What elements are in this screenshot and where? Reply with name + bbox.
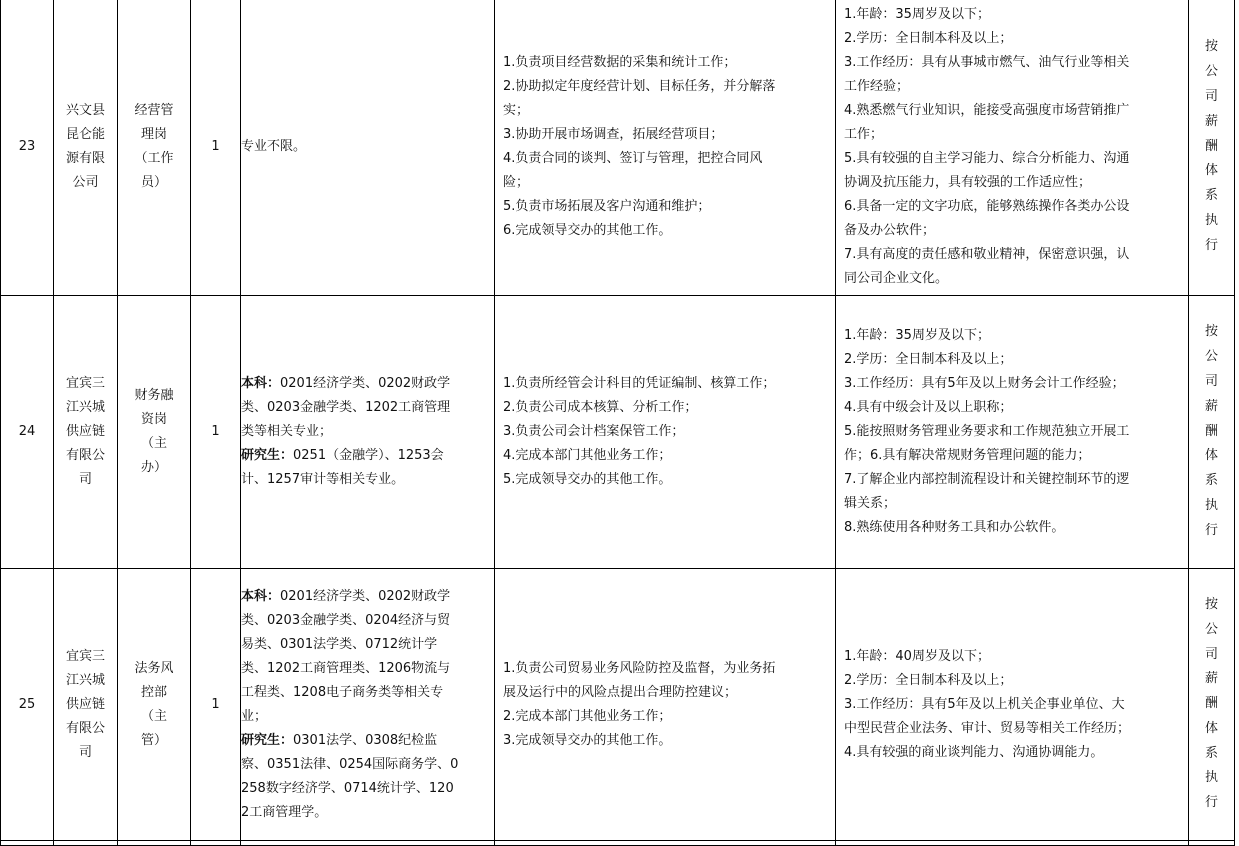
job-duties: 1.负责公司贸易业务风险防控及监督，为业务拓 展及运行中的风险点提出合理防控建议； 2.完成本部门其他业务工作； 3.完成领导交办的其他工作。 xyxy=(495,569,836,841)
post-name: 财务融 资岗 （主 办） xyxy=(118,296,191,569)
job-requirements: 1.年龄：35周岁及以下； 2.学历：全日制本科及以上； 3.工作经历：具有从事城市燃气、油气行业等相关 工作经验； 4.熟悉燃气行业知识，能接受高强度市场营销推广 工作； 5.具有较强的自主学习能力、综合分析能力、沟通 协调及抗压能力，具有较强的工作适应性； 6.具备一定的文字功底，能够熟练操作各类办公设 备及办公软件； 7.具有高度的责任感和敬业精神，保密意识强，认 同公司企业文化。 xyxy=(836,0,1189,296)
post-name: 法务风 控部 （主 管） xyxy=(118,569,191,841)
table-row xyxy=(1,569,1235,841)
major-requirement: 专业不限。 xyxy=(241,0,495,296)
company-name: 宜宾三 江兴城 供应链 有限公 司 xyxy=(54,296,118,569)
row-number: 24 xyxy=(1,296,54,569)
job-requirements: 1.年龄：35周岁及以下； 2.学历：全日制本科及以上； 3.工作经历：具有5年及以上财务会计工作经验； 4.具有中级会计及以上职称； 5.能按照财务管理业务要求和工作规范独立开展工 作；6.具有解决常规财务管理问题的能力； 7.了解企业内部控制流程设计和关键控制环节的逻 辑关系； 8.熟练使用各种财务工具和办公软件。 xyxy=(836,296,1189,569)
company-name: 宜宾三 江兴城 供应链 有限公 司 xyxy=(54,569,118,841)
row-number: 23 xyxy=(1,0,54,296)
table-row xyxy=(1,0,1235,296)
salary-note: 按 公 司 薪 酬 体 系 执 行 xyxy=(1189,569,1235,841)
grad-label: 研究生： xyxy=(241,732,294,748)
job-duties: 1.负责项目经营数据的采集和统计工作； 2.协助拟定年度经营计划、目标任务，并分解落 实； 3.协助开展市场调查，拓展经营项目； 4.负责合同的谈判、签订与管理，把控合同风 险； 5.负责市场拓展及客户沟通和维护； 6.完成领导交办的其他工作。 xyxy=(495,0,836,296)
grad-label: 研究生： xyxy=(241,448,294,463)
company-name: 兴文县 昆仑能 源有限 公司 xyxy=(54,0,118,296)
major-requirement: 本科：0201经济学类、0202财政学 类、0203金融学类、0204经济与贸 易类、0301法学类、0712统计学 类、1202工商管理类、1206物流与 工程类、1208电子商务类等相关专 业； 研究生：0301法学、0308纪检监 察、0351法律、0254国际商务学、0 258数字经济学、0714统计学、120 2工商管理学。 xyxy=(241,569,495,841)
headcount: 1 xyxy=(191,0,241,296)
job-duties: 1.负责所经管会计科目的凭证编制、核算工作； 2.负责公司成本核算、分析工作； 3.负责公司会计档案保管工作； 4.完成本部门其他业务工作； 5.完成领导交办的其他工作。 xyxy=(495,296,836,569)
headcount: 1 xyxy=(191,296,241,569)
undergrad-label: 本科： xyxy=(241,588,281,604)
major-requirement: 本科：0201经济学类、0202财政学 类、0203金融学类、1202工商管理 类等相关专业； 研究生：0251（金融学）、1253会 计、1257审计等相关专业。 xyxy=(241,296,495,569)
salary-note: 按 公 司 薪 酬 体 系 执 行 xyxy=(1189,0,1235,296)
salary-note: 按 公 司 薪 酬 体 系 执 行 xyxy=(1189,296,1235,569)
job-requirements: 1.年龄：40周岁及以下； 2.学历：全日制本科及以上； 3.工作经历：具有5年及以上机关企事业单位、大 中型民营企业法务、审计、贸易等相关工作经历； 4.具有较强的商业谈判能力、沟通协调能力。 xyxy=(836,569,1189,841)
table-row xyxy=(1,296,1235,569)
post-name: 经营管 理岗 （工作 员） xyxy=(118,0,191,296)
row-number: 25 xyxy=(1,569,54,841)
undergrad-label: 本科： xyxy=(241,376,281,391)
headcount: 1 xyxy=(191,569,241,841)
